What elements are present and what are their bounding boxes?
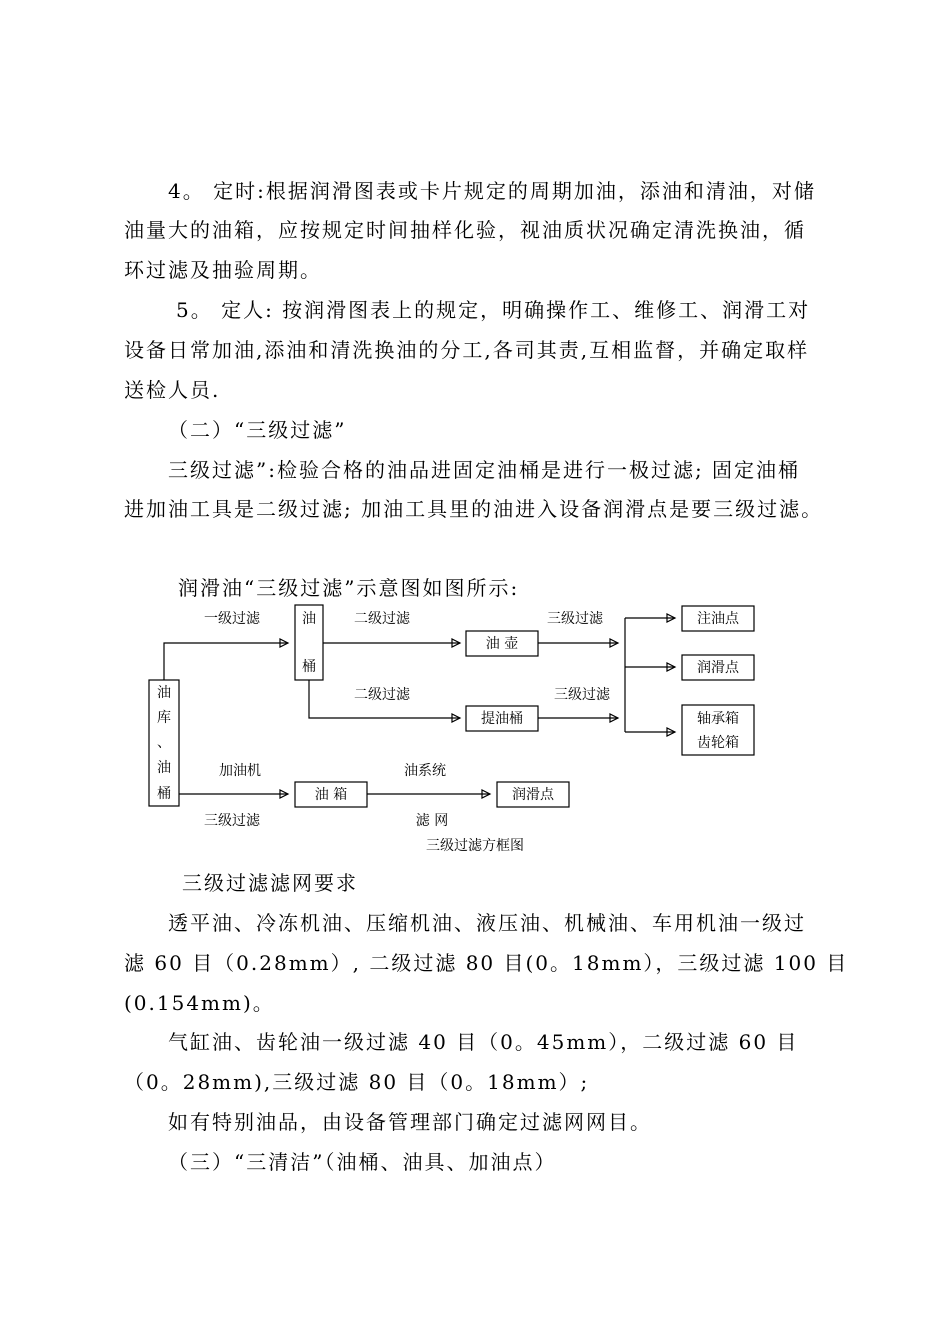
label-level-3-mid: 三级过滤	[554, 687, 610, 703]
requirement-2-line-2: （0。28mm),三级过滤 80 目（0。18mm）;	[124, 1070, 590, 1094]
box-inject-point	[682, 606, 754, 631]
requirement-1-line-2: 滤 60 目（0.28mm）, 二级过滤 80 目(0。18mm），三级过滤 100 目	[124, 951, 849, 975]
box-drum	[295, 605, 323, 680]
box-oil-depot-char-2: 库	[157, 710, 171, 726]
label-level-3-top: 三级过滤	[547, 611, 603, 627]
box-oil-depot	[149, 680, 179, 806]
box-tank	[295, 782, 367, 807]
paragraph-6-line-1: 三级过滤”:检验合格的油品进固定油桶是进行一极过滤; 固定油桶	[168, 458, 801, 482]
box-drum-char-2: 桶	[302, 659, 316, 675]
section-heading-2: （二）“三级过滤”	[168, 418, 347, 442]
diagram-caption: 三级过滤方框图	[426, 838, 524, 854]
requirement-1-line-1: 透平油、冷冻机油、压缩机油、液压油、机械油、车用机油一级过	[168, 911, 806, 935]
box-lube-point-top	[682, 655, 754, 680]
box-pot	[466, 631, 538, 656]
label-level-1: 一级过滤	[204, 611, 260, 627]
paragraph-6-line-2: 进加油工具是二级过滤; 加油工具里的油进入设备润滑点是要三级过滤。	[124, 497, 824, 521]
box-gearbox-label: 齿轮箱	[697, 735, 739, 751]
box-oil-depot-char-3: 、	[157, 735, 171, 751]
label-level-2-bottom: 二级过滤	[354, 687, 410, 703]
paragraph-5-line-3: 送检人员.	[124, 378, 221, 402]
label-filter-net: 滤 网	[415, 813, 449, 829]
box-oil-depot-char-1: 油	[157, 685, 171, 701]
label-level-2-top: 二级过滤	[354, 611, 410, 627]
box-oil-depot-char-5: 桶	[157, 786, 171, 802]
box-lift-drum	[466, 706, 538, 731]
section-heading-3: （三）“三清洁”（油桶、油具、加油点）	[168, 1150, 557, 1174]
box-lift-drum-label: 提油桶	[481, 711, 523, 727]
requirement-1-line-3: (0.154mm)。	[124, 991, 275, 1015]
requirement-2-line-1: 气缸油、齿轮油一级过滤 40 目（0。45mm），二级过滤 60 目	[168, 1030, 799, 1054]
requirements-heading: 三级过滤滤网要求	[182, 871, 358, 895]
paragraph-5-line-2: 设备日常加油,添油和清洗换油的分工,各司其责,互相监督，并确定取样	[124, 338, 810, 362]
label-oiler: 加油机	[219, 763, 261, 779]
label-level-3-bottom: 三级过滤	[204, 813, 260, 829]
box-inject-point-label: 注油点	[697, 611, 739, 627]
figure-intro: 润滑油“三级过滤”示意图如图所示:	[178, 576, 520, 600]
box-lube-point-top-label: 润滑点	[697, 660, 739, 676]
box-tank-label: 油 箱	[314, 787, 348, 803]
label-oil-system: 油系统	[404, 763, 446, 779]
box-drum-char-1: 油	[302, 611, 316, 627]
box-pot-label: 油 壶	[485, 636, 519, 652]
box-lube-point-bottom	[497, 782, 569, 807]
requirement-3: 如有特别油品，由设备管理部门确定过滤网网目。	[168, 1110, 652, 1134]
box-bearing-gearbox	[682, 705, 754, 755]
box-lube-point-bottom-label: 润滑点	[512, 787, 554, 803]
box-bearing-label: 轴承箱	[697, 711, 739, 727]
box-oil-depot-char-4: 油	[157, 760, 171, 776]
paragraph-5-line-1: 5。 定人: 按润滑图表上的规定，明确操作工、维修工、润滑工对	[176, 298, 811, 322]
paragraph-4-line-3: 环过滤及抽验周期。	[124, 258, 322, 282]
paragraph-4-line-2: 油量大的油箱，应按规定时间抽样化验，视油质状况确定清洗换油，循	[124, 218, 806, 242]
paragraph-4-line-1: 4。 定时:根据润滑图表或卡片规定的周期加油，添油和清油，对储	[168, 179, 816, 203]
